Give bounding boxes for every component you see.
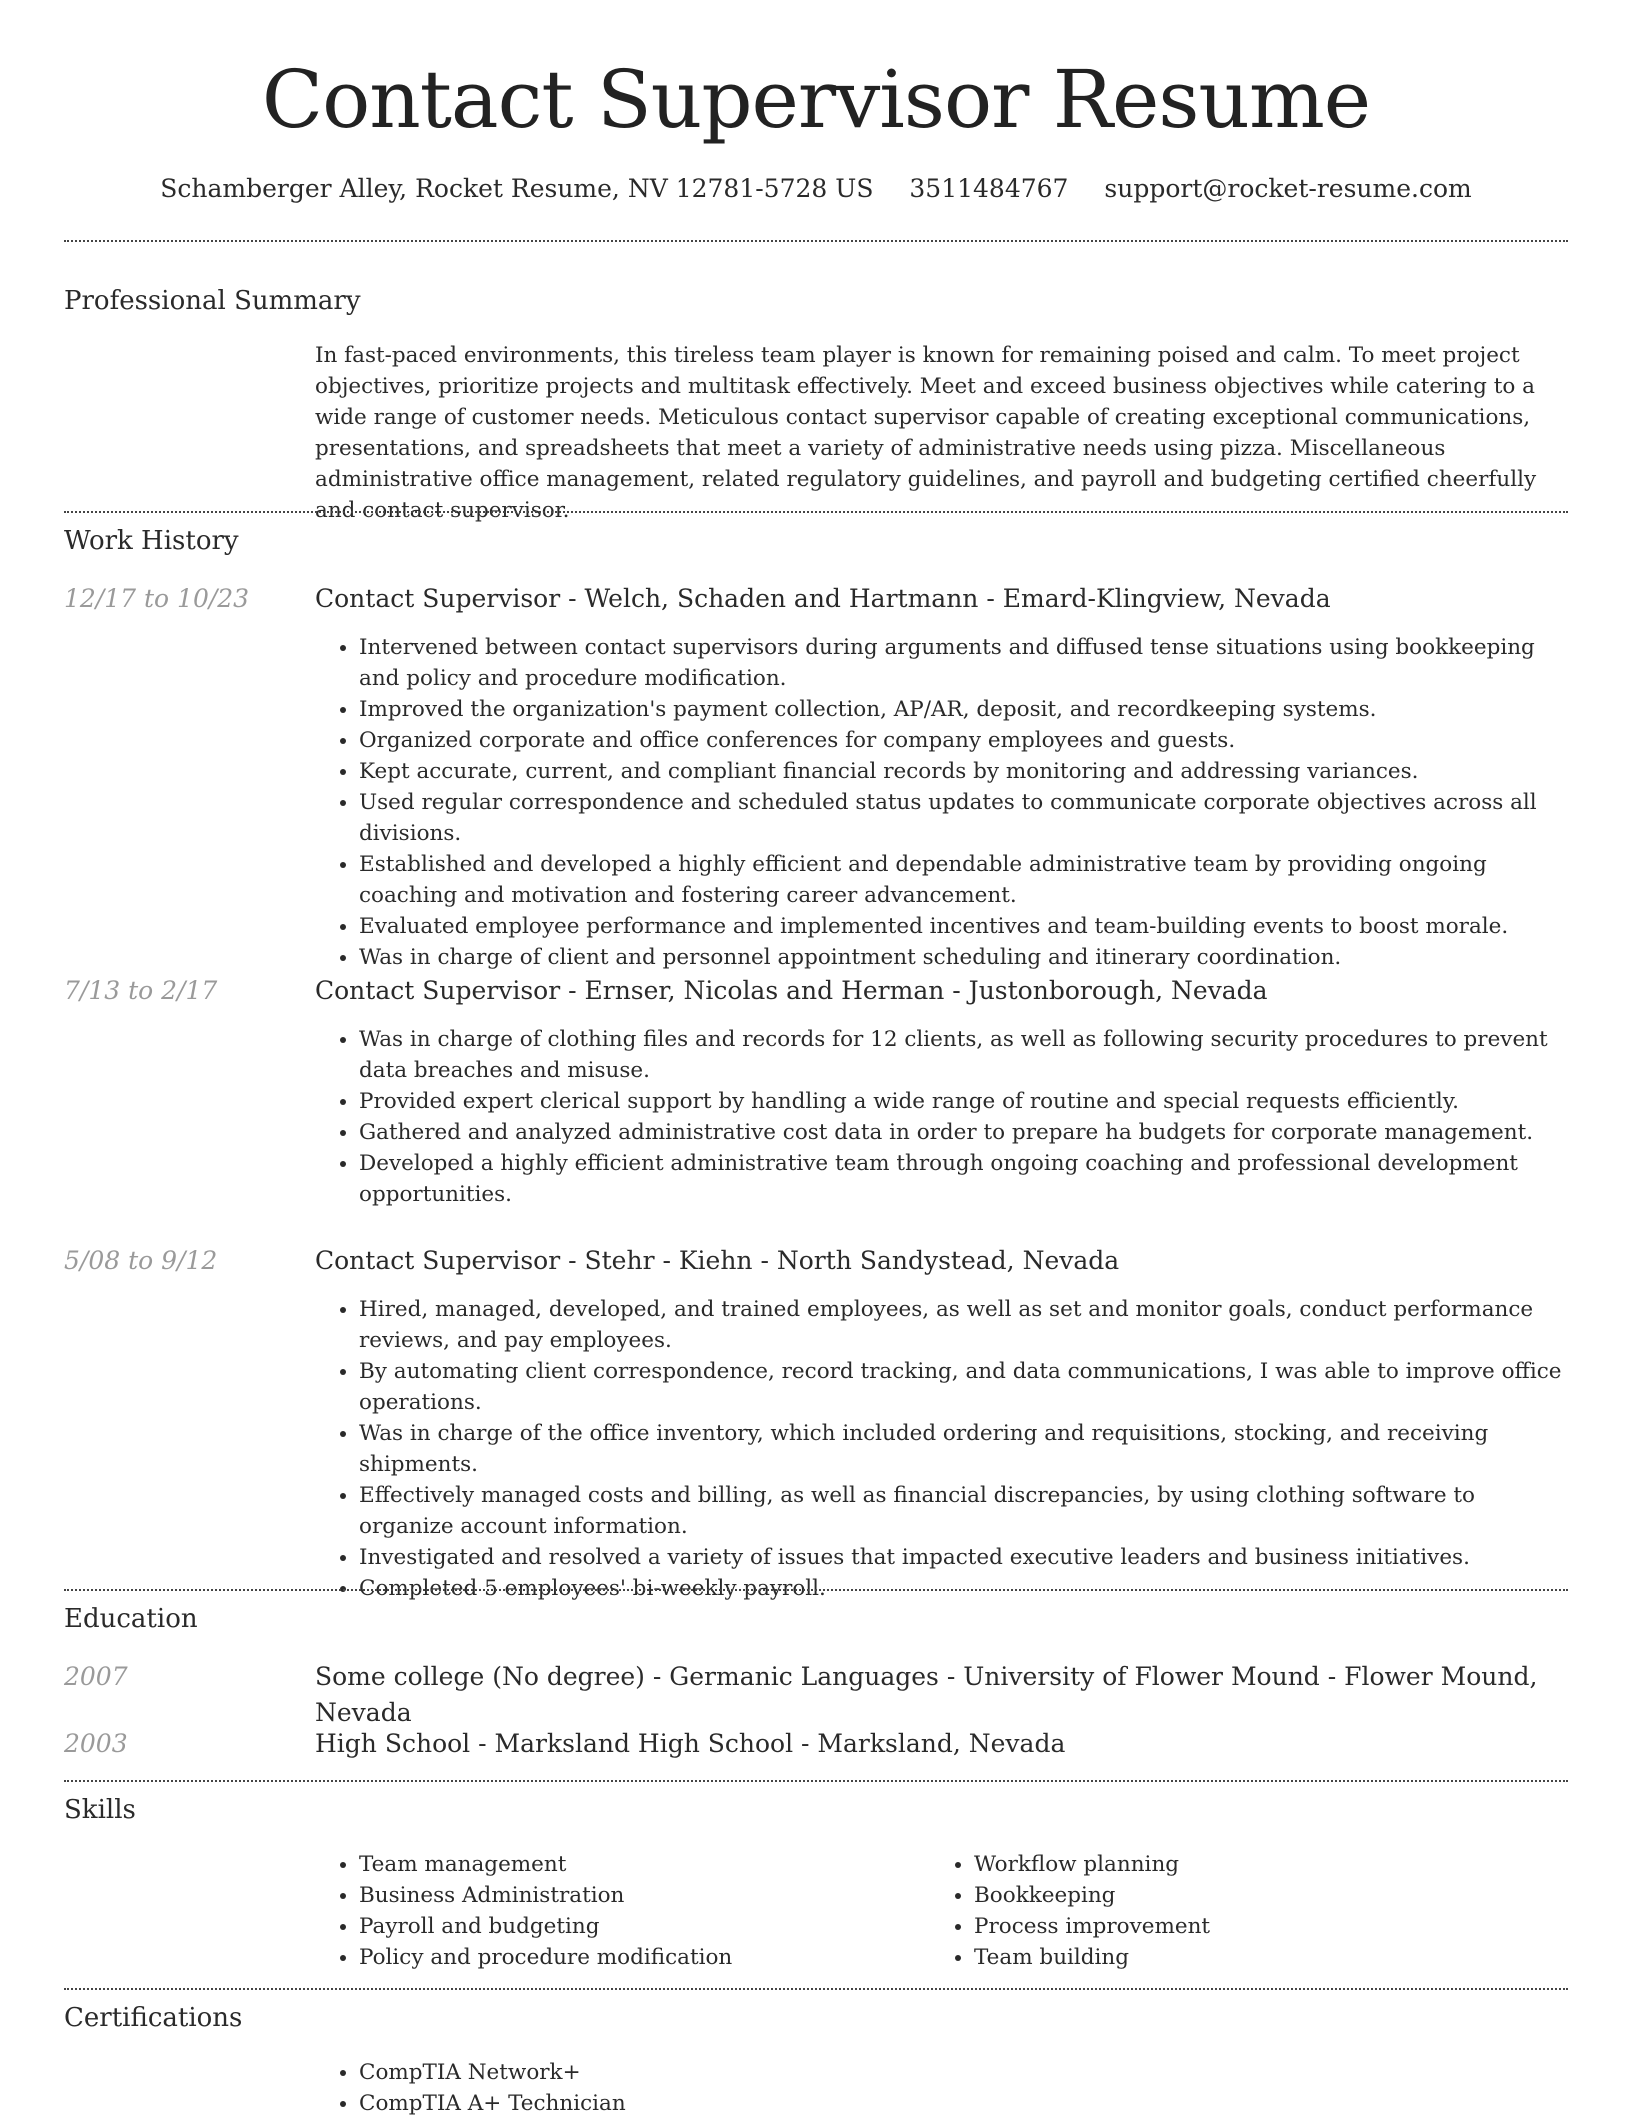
- divider: [64, 1988, 1568, 1990]
- section-heading-work-history: Work History: [64, 526, 239, 556]
- divider: [64, 1589, 1568, 1591]
- section-heading-skills: Skills: [64, 1795, 136, 1825]
- list-item: • Investigated and resolved a variety of issues that impacted executive leaders and business initiatives.: [359, 1542, 1568, 1573]
- list-item: • Established and developed a highly efficient and dependable administrative team by providing ongoing coaching and motivation and fostering career advancement.: [359, 849, 1568, 911]
- job-title: Contact Supervisor - Ernser, Nicolas and Herman - Justonborough, Nevada: [315, 976, 1268, 1005]
- job-bullet-list: [315, 1294, 1568, 1604]
- list-item: • Organized corporate and office conferences for company employees and guests.: [359, 725, 1568, 756]
- contact-phone: 3511484767: [909, 174, 1069, 203]
- skills-list-right: [930, 1849, 1530, 1973]
- contact-address: Schamberger Alley, Rocket Resume, NV 12781-5728 US: [160, 174, 874, 203]
- list-item: • Workflow planning: [974, 1849, 1530, 1880]
- list-item: • Improved the organization's payment collection, AP/AR, deposit, and recordkeeping systems.: [359, 694, 1568, 725]
- list-item: • Was in charge of client and personnel appointment scheduling and itinerary coordination.: [359, 942, 1568, 973]
- job-dates: 12/17 to 10/23: [64, 584, 250, 613]
- contact-email: support@rocket-resume.com: [1104, 174, 1472, 203]
- section-heading-education: Education: [64, 1604, 198, 1634]
- list-item: • Used regular correspondence and scheduled status updates to communicate corporate objectives across all divisions.: [359, 787, 1568, 849]
- section-heading-certifications: Certifications: [64, 2003, 243, 2033]
- list-item: • CompTIA Network+: [359, 2057, 1115, 2088]
- section-heading-summary: Professional Summary: [64, 286, 361, 316]
- education-year: 2007: [64, 1662, 128, 1691]
- list-item: • Intervened between contact supervisors during arguments and diffused tense situations using bookkeeping and policy and procedure modification.: [359, 632, 1568, 694]
- job-title: Contact Supervisor - Welch, Schaden and Hartmann - Emard-Klingview, Nevada: [315, 584, 1331, 613]
- list-item: • Bookkeeping: [974, 1880, 1530, 1911]
- list-item: • Provided expert clerical support by handling a wide range of routine and special requests efficiently.: [359, 1086, 1568, 1117]
- list-item: • Process improvement: [974, 1911, 1530, 1942]
- education-entry: High School - Marksland High School - Marksland, Nevada: [315, 1729, 1066, 1758]
- contact-line: [64, 170, 1568, 208]
- list-item: • By automating client correspondence, record tracking, and data communications, I was able to improve office operations.: [359, 1356, 1568, 1418]
- list-item: • CompTIA A+ Technician: [359, 2088, 1115, 2119]
- list-item: • Payroll and budgeting: [359, 1911, 915, 1942]
- job-dates: 5/08 to 9/12: [64, 1246, 218, 1275]
- education-entry: Some college (No degree) - Germanic Languages - University of Flower Mound - Flower Mound, Nevada: [315, 1662, 1538, 1727]
- list-item: • Was in charge of the office inventory, which included ordering and requisitions, stocking, and receiving shipments.: [359, 1418, 1568, 1480]
- job-title: Contact Supervisor - Stehr - Kiehn - North Sandystead, Nevada: [315, 1246, 1120, 1275]
- list-item: • Business Administration: [359, 1880, 915, 1911]
- list-item: • Team management: [359, 1849, 915, 1880]
- list-item: • Evaluated employee performance and implemented incentives and team-building events to boost morale.: [359, 911, 1568, 942]
- divider: [64, 1780, 1568, 1782]
- list-item: • Gathered and analyzed administrative cost data in order to prepare ha budgets for corporate management.: [359, 1117, 1568, 1148]
- job-bullet-list: [315, 632, 1568, 973]
- certifications-list: [315, 2057, 1115, 2119]
- divider: [64, 240, 1568, 242]
- list-item: • Team building: [974, 1942, 1530, 1973]
- list-item: • Kept accurate, current, and compliant financial records by monitoring and addressing variances.: [359, 756, 1568, 787]
- job-bullet-list: [315, 1024, 1568, 1210]
- education-year: 2003: [64, 1729, 128, 1758]
- list-item: • Hired, managed, developed, and trained employees, as well as set and monitor goals, conduct performance reviews, and pay employees.: [359, 1294, 1568, 1356]
- divider: [64, 511, 1568, 513]
- summary-text: In fast-paced environments, this tireless team player is known for remaining poised and calm. To meet project objectives, prioritize projects and multitask effectively. Meet and exceed business objectives while catering to a wide range of customer needs. Meticulous contact supervisor capable of creating exceptional communications, presentations, and spreadsheets that meet a variety of administrative needs using pizza. Miscellaneous administrative office management, related regulatory guidelines, and payroll and budgeting certified cheerfully and contact supervisor.: [315, 343, 1537, 523]
- resume-title: Contact Supervisor Resume: [261, 53, 1371, 146]
- list-item: • Developed a highly efficient administrative team through ongoing coaching and professional development opportunities.: [359, 1148, 1568, 1210]
- list-item: • Effectively managed costs and billing, as well as financial discrepancies, by using clothing software to organize account information.: [359, 1480, 1568, 1542]
- list-item: • Was in charge of clothing files and records for 12 clients, as well as following security procedures to prevent data breaches and misuse.: [359, 1024, 1568, 1086]
- skills-list-left: [315, 1849, 915, 1973]
- list-item: • Completed 5 employees' bi-weekly payroll.: [359, 1573, 1568, 1604]
- list-item: • Policy and procedure modification: [359, 1942, 915, 1973]
- job-dates: 7/13 to 2/17: [64, 976, 218, 1005]
